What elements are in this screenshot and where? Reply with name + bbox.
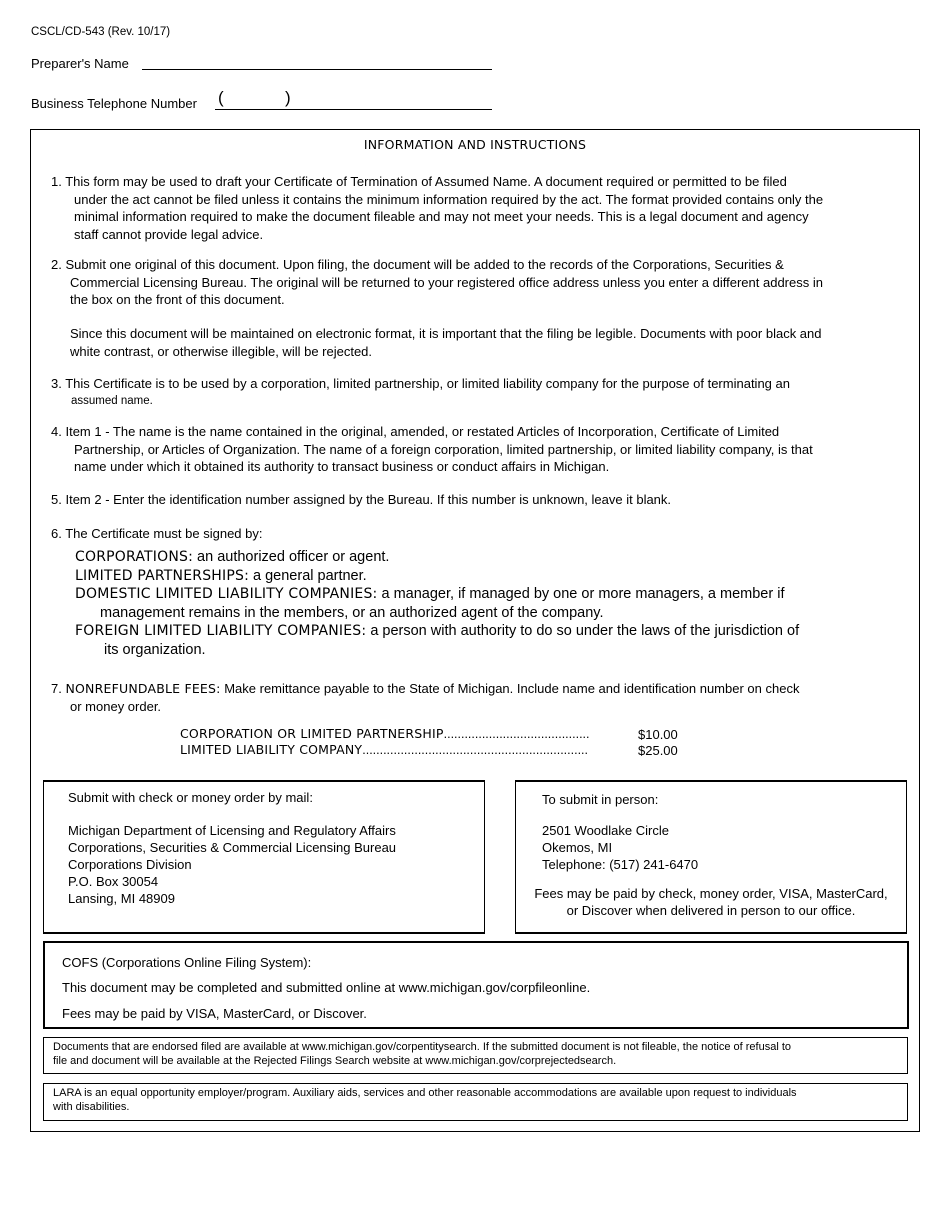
signer-domestic-llc (75, 586, 784, 602)
item-text: the box on the front of this document. (70, 292, 285, 307)
item-text: minimal information required to make the document fileable and may not meet your needs. This is a legal document and agency (74, 209, 809, 224)
signer-description: a general partner. (253, 568, 367, 584)
endorsed-notice-line: file and document will be available at the Rejected Filings Search website at www.michigan.gov/corprejectedsearch. (53, 1055, 617, 1067)
mail-address-line: P.O. Box 30054 (68, 874, 159, 889)
business-phone-label: Business Telephone Number (31, 96, 197, 111)
instruction-item-5 (51, 491, 888, 509)
signer-corporations (75, 549, 389, 565)
signer-foreign-llc (75, 623, 799, 639)
in-person-phone: Telephone: (517) 241-6470 (542, 857, 699, 872)
business-phone-field[interactable] (215, 94, 492, 110)
cofs-online-line: This document may be completed and submitted online at www.michigan.gov/corpfileonline. (62, 980, 591, 995)
instruction-item-6 (51, 525, 888, 543)
item-text: Item 2 - Enter the identification number assigned by the Bureau. If this number is unknown, leave it blank. (65, 492, 672, 507)
fee-label: CORPORATION OR LIMITED PARTNERSHIP (180, 726, 444, 741)
phone-paren-close: ) (285, 88, 291, 107)
item-text: Partnership, or Articles of Organization. The name of a foreign corporation, limited partnership, or limited liability company, is that (74, 441, 813, 457)
signer-description: a manager, if managed by one or more managers, a member if (381, 586, 785, 602)
instructions-heading: INFORMATION AND INSTRUCTIONS (363, 137, 587, 152)
item-text: white contrast, or otherwise illegible, will be rejected. (70, 343, 373, 359)
form-code: CSCL/CD-543 (Rev. 10/17) (31, 26, 171, 38)
in-person-fees-line: or Discover when delivered in person to our office. (566, 903, 856, 918)
instruction-item-1 (51, 173, 888, 243)
cofs-fees-line: Fees may be paid by VISA, MasterCard, or Discover. (62, 1006, 367, 1021)
mail-address-line: Michigan Department of Licensing and Regulatory Affairs (68, 823, 396, 838)
item-number: 4. (51, 424, 62, 439)
cofs-heading: COFS (Corporations Online Filing System): (62, 955, 312, 970)
fees-label: NONREFUNDABLE FEES: (65, 681, 221, 696)
fee-label: LIMITED LIABILITY COMPANY (180, 742, 363, 757)
item-number: 7. (51, 681, 62, 696)
in-person-heading: To submit in person: (542, 792, 659, 807)
in-person-fees-line: Fees may be paid by check, money order, VISA, MasterCard, (534, 886, 888, 901)
fee-row-corporation (180, 726, 590, 741)
item-text: assumed name. (71, 394, 153, 407)
item-text: This Certificate is to be used by a corporation, limited partnership, or limited liability company for the purpose of terminating an (65, 376, 790, 391)
instruction-item-4 (51, 423, 888, 476)
signer-description: a person with authority to do so under the laws of the jurisdiction of (370, 623, 800, 639)
signer-type-label: DOMESTIC LIMITED LIABILITY COMPANIES: (75, 586, 378, 602)
phone-paren-open: ( (218, 88, 224, 107)
signer-type-label: CORPORATIONS: (75, 549, 194, 565)
item-text: Commercial Licensing Bureau. The original will be returned to your registered office address unless you enter a different address in (70, 274, 823, 290)
item-text: Submit one original of this document. Upon filing, the document will be added to the records of the Corporations, Securities & (65, 257, 784, 272)
mail-address-line: Corporations, Securities & Commercial Licensing Bureau (68, 840, 397, 855)
instruction-item-7 (51, 680, 888, 715)
in-person-address-line: 2501 Woodlake Circle (542, 823, 669, 838)
item-number: 3. (51, 376, 62, 391)
item-text: Make remittance payable to the State of Michigan. Include name and identification number on check (224, 681, 800, 696)
item-number: 1. (51, 174, 62, 189)
signer-domestic-llc-cont: management remains in the members, or an authorized agent of the company. (100, 605, 604, 621)
in-person-address-line: Okemos, MI (542, 840, 613, 855)
item-number: 2. (51, 257, 62, 272)
mail-address-line: Lansing, MI 48909 (68, 891, 175, 906)
item-text: or money order. (70, 698, 162, 714)
signer-type-label: LIMITED PARTNERSHIPS: (75, 568, 249, 584)
item-number: 6. (51, 526, 62, 541)
signer-foreign-llc-cont: its organization. (104, 642, 206, 658)
mail-address-line: Corporations Division (68, 857, 192, 872)
preparer-name-label: Preparer's Name (31, 56, 129, 71)
preparer-name-field[interactable] (142, 56, 492, 70)
fee-amount-llc: $25.00 (638, 743, 678, 758)
fee-dots: ................................................................. (362, 743, 588, 757)
item-text: name under which it obtained its authority to transact business or conduct affairs in Michigan. (74, 459, 610, 474)
item-text: under the act cannot be filed unless it contains the minimum information required by the act. The format provided contains only the (74, 191, 824, 207)
signer-type-label: FOREIGN LIMITED LIABILITY COMPANIES: (75, 623, 367, 639)
fee-dots: .......................................... (443, 727, 590, 741)
signer-limited-partnerships (75, 568, 367, 584)
instruction-item-2-paragraph (51, 325, 888, 360)
item-text: The Certificate must be signed by: (65, 526, 263, 541)
mail-box-heading: Submit with check or money order by mail: (68, 790, 313, 805)
lara-notice-line: LARA is an equal opportunity employer/program. Auxiliary aids, services and other reasonable accommodations are available upon request to individuals (53, 1087, 797, 1099)
signer-description: an authorized officer or agent. (197, 549, 390, 565)
lara-notice-line: with disabilities. (53, 1101, 130, 1113)
endorsed-notice-line: Documents that are endorsed filed are available at www.michigan.gov/corpentitysearch. If the submitted document is not fileable, the notice of refusal to (53, 1041, 792, 1053)
fee-row-llc (180, 742, 588, 757)
item-number: 5. (51, 492, 62, 507)
instruction-item-3 (51, 375, 888, 410)
item-text: staff cannot provide legal advice. (74, 226, 264, 242)
item-text: This form may be used to draft your Certificate of Termination of Assumed Name. A document required or permitted to be filed (65, 174, 787, 189)
item-text: Since this document will be maintained on electronic format, it is important that the filing be legible. Documents with poor black and (70, 326, 822, 341)
fee-amount-corporation: $10.00 (638, 727, 678, 742)
instruction-item-2 (51, 256, 888, 309)
item-text: Item 1 - The name is the name contained in the original, amended, or restated Articles of Incorporation, Certificate of Limited (65, 424, 780, 439)
